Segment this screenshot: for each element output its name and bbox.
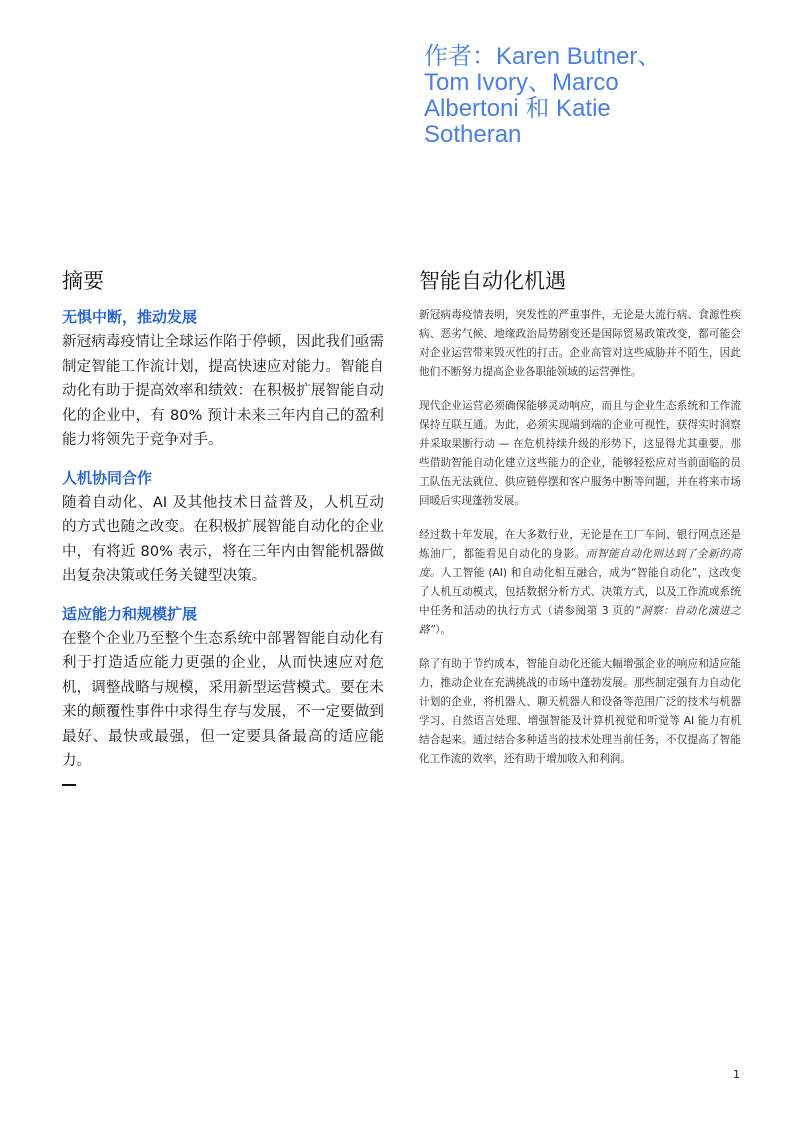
- section-heading: 无惧中断，推动发展: [62, 308, 198, 326]
- end-dash: [62, 784, 76, 786]
- summary-title: 摘要: [62, 269, 104, 293]
- author-line: Albertoni 和 Katie: [424, 95, 611, 122]
- body-paragraph: [419, 526, 741, 640]
- page-number: 1: [733, 1068, 740, 1081]
- italic-text-run: 而智能自动化则达到了全新的高度。: [419, 548, 742, 579]
- section-heading: 适应能力和规模扩展: [62, 604, 198, 623]
- section-heading: 人机协同合作: [62, 468, 153, 487]
- cross-reference-link: “洞察：自动化演进之路”: [419, 605, 741, 636]
- section-text: 随着自动化、AI 及其他技术日益普及，人机互动的方式也随之改变。在积极扩展智能自动化的企业中，有将近 80% 表示，将在三年内由智能机器做出复杂决策或任务关键型决策。: [62, 494, 384, 584]
- text-run: 人工智能 (AI) 和自动化相互融合，成为“智能自动化”，这改变了人机互动模式，包括数据分析方式、决策方式，以及工作流或系统中任务和活动的执行方式（请参阅第 3 页的: [419, 567, 742, 617]
- body-paragraph: 除了有助于节约成本，智能自动化还能大幅增强企业的响应和适应能力，推动企业在充满挑战的市场中蓬勃发展。那些制定强有力自动化计划的企业，将机器人、聊天机器人和设备等范围广泛的技术与机器学习、自然语言处理、增强智能及计算机视觉和听觉等 AI 能力有机结合起来。通过结合多种适当的技术处理当前任务，不仅提高了智能化工作流的效率，还有助于增加收入和利润。: [419, 658, 741, 765]
- summary-column: [62, 266, 384, 786]
- body-paragraph: 新冠病毒疫情表明，突发性的严重事件，无论是大流行病、食源性疾病、恶劣气候、地缘政治局势剧变还是国际贸易政策改变，都可能会对企业运营带来毁灭性的打击。企业高管对这些威胁并不陌生，因此他们不断努力提高企业各职能领域的运营弹性。: [419, 309, 741, 378]
- author-line: Sotheran: [424, 121, 522, 148]
- text-run: ）。: [435, 624, 451, 636]
- text-run: 经过数十年发展，在大多数行业，无论是在工厂车间、银行网点还是炼油厂，都能看见自动化的身影。: [419, 529, 741, 560]
- body-paragraph: 现代企业运营必须确保能够灵动响应，而且与企业生态系统和工作流保持互联互通。为此，必须实现端到端的企业可视性，获得实时洞察并采取果断行动 — 在危机持续升级的形势下，这显得尤其重要。那些借助智能自动化建立这些能力的企业，能够轻松应对当前面临的员工队伍无法就位、供应链停摆和客户服务中断等问题，并在将来市场回暖后实现蓬勃发展。: [419, 400, 741, 507]
- author-block: [424, 44, 764, 148]
- section-text: 新冠病毒疫情让全球运作陷于停顿，因此我们亟需制定智能工作流计划，提高快速应对能力。智能自动化有助于提高效率和绩效：在积极扩展智能自动化的企业中，有 80% 预计未来三年内自己的盈利能力将领先于竞争对手。: [62, 334, 384, 448]
- opportunity-title: 智能自动化机遇: [419, 269, 566, 293]
- author-line: Tom Ivory、Marco: [424, 69, 619, 96]
- section-text: 在整个企业乃至整个生态系统中部署智能自动化有利于打造适应能力更强的企业，从而快速应对危机，调整战略与规模，采用新型运营模式。要在未来的颠覆性事件中求得生存与发展，不一定要做到最好、最快或最强，但一定要具备最高的适应能力。: [62, 630, 384, 769]
- author-line: 作者：Karen Butner、: [424, 43, 662, 70]
- opportunity-column: [419, 266, 741, 784]
